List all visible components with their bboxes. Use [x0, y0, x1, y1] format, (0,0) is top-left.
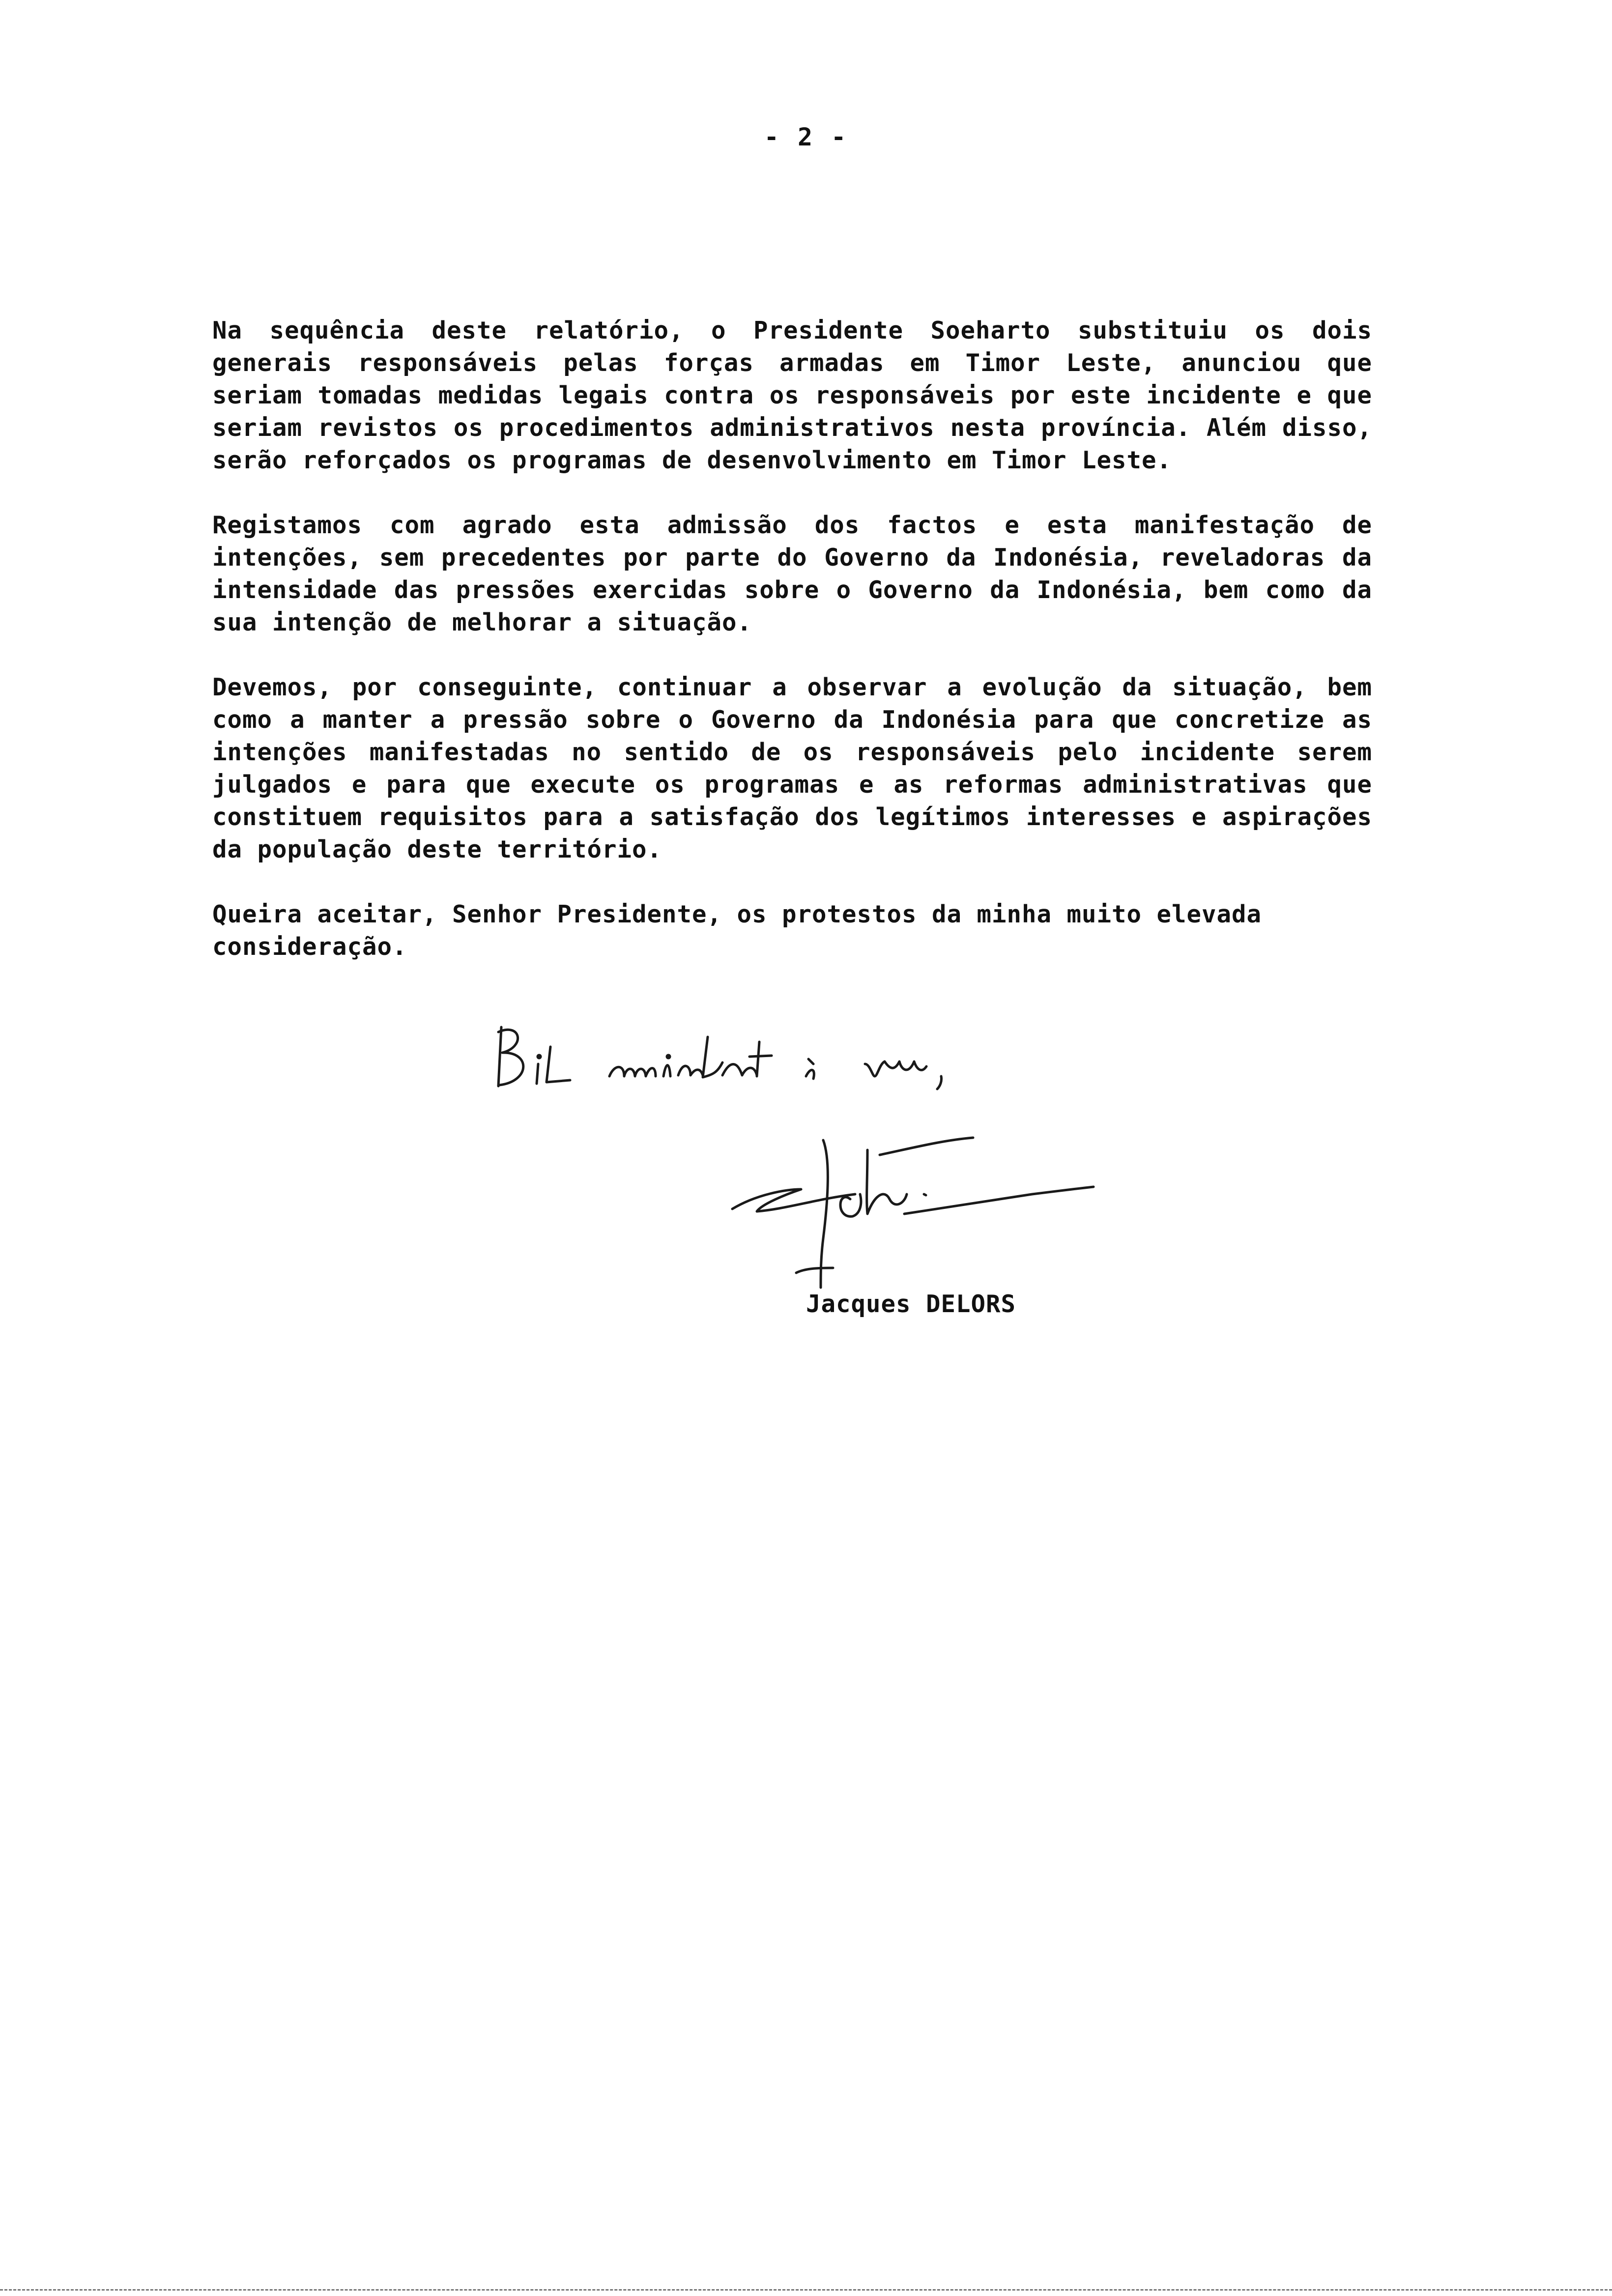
paragraph-closing-formula: Queira aceitar, Senhor Presidente, os protestos da minha muito elevada consideração. — [212, 900, 1262, 961]
handwritten-closing-note — [491, 1017, 983, 1096]
signature-image — [727, 1120, 1121, 1297]
paragraph-continued-pressure: Devemos, por conseguinte, continuar a observar a evolução da situação, bem como a manter a pressão sobre o Governo da Indonésia para que concretize as intenções manifestadas no sentido de os responsáveis pelo incidente serem julgados e para que execute os programas e as reformas administrativas que constituem requisitos para a satisfação dos legítimos interesses e aspirações da população deste território. — [212, 673, 1372, 863]
letter-body — [212, 315, 1372, 996]
page-bottom-rule — [0, 2289, 1612, 2291]
page-number: - 2 - — [764, 123, 848, 151]
paragraph-acknowledgement: Registamos com agrado esta admissão dos factos e esta manifestação de intenções, sem precedentes por parte do Governo da Indonésia, reveladoras da intensidade das pressões exercidas sobre o Governo da Indonésia, bem como da sua intenção de melhorar a situação. — [212, 511, 1372, 636]
paragraph-report-followup: Na sequência deste relatório, o Presidente Soeharto substituiu os dois generais responsáveis pelas forças armadas em Timor Leste, anunciou que seriam tomadas medidas legais contra os responsáveis por este incidente e que seriam revistos os procedimentos administrativos nesta província. Além disso, serão reforçados os programas de desenvolvimento em Timor Leste. — [212, 316, 1372, 474]
signatory-name: Jacques DELORS — [806, 1290, 1016, 1318]
